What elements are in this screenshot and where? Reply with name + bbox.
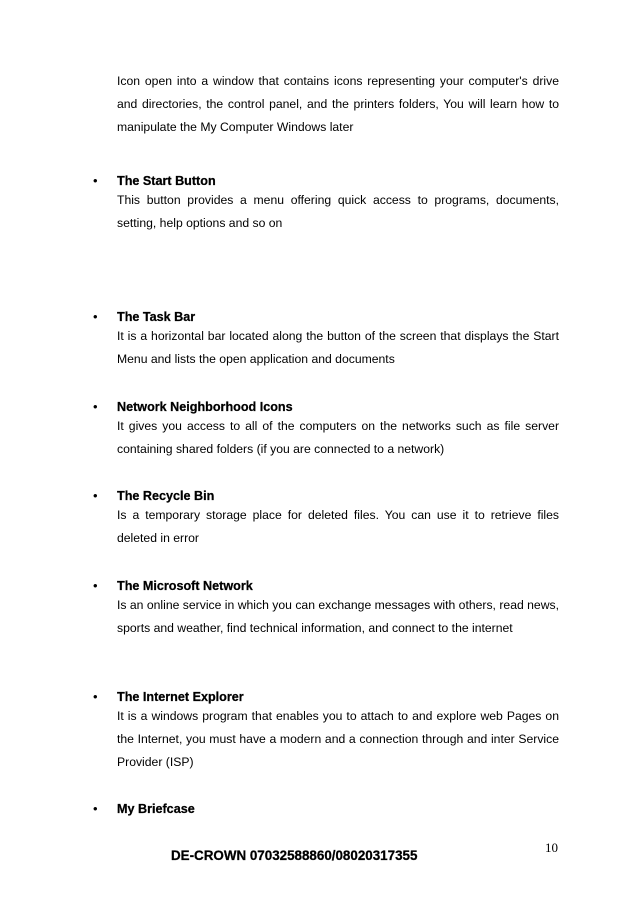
page-number: 10 — [545, 840, 558, 855]
section-body: It is a windows program that enables you to attach to and explore web Pages on the Internet, you must have a modern and a connection through and inter Service Provider (ISP) — [117, 709, 559, 769]
bullet-icon: • — [93, 173, 98, 188]
section-title: The Internet Explorer — [117, 690, 244, 704]
section-body: Is an online service in which you can exchange messages with others, read news, sports and weather, find technical information, and connect to the internet — [117, 598, 559, 635]
section-title: The Start Button — [117, 174, 216, 188]
section-title: The Recycle Bin — [117, 489, 215, 503]
bullet-icon: • — [93, 309, 98, 324]
section-body: It is a horizontal bar located along the button of the screen that displays the Start Menu and lists the open application and documents — [117, 329, 559, 366]
section-body: Is a temporary storage place for deleted files. You can use it to retrieve files deleted in error — [117, 508, 559, 545]
bullet-icon: • — [93, 399, 98, 414]
bullet-icon: • — [93, 578, 98, 593]
bullet-icon: • — [93, 689, 98, 704]
footer-contact: DE-CROWN 07032588860/08020317355 — [171, 848, 418, 863]
section-body: This button provides a menu offering quick access to programs, documents, setting, help options and so on — [117, 193, 559, 230]
bullet-icon: • — [93, 801, 98, 816]
section-title: My Briefcase — [117, 802, 195, 816]
section-title: The Task Bar — [117, 310, 196, 324]
bullet-icon: • — [93, 488, 98, 503]
intro-paragraph: Icon open into a window that contains icons representing your computer's drive and directories, the control panel, and the printers folders, You will learn how to manipulate the My Computer Windows later — [117, 74, 559, 134]
section-title: Network Neighborhood Icons — [117, 400, 293, 414]
section-title: The Microsoft Network — [117, 579, 253, 593]
section-body: It gives you access to all of the computers on the networks such as file server containing shared folders (if you are connected to a network) — [117, 419, 559, 456]
